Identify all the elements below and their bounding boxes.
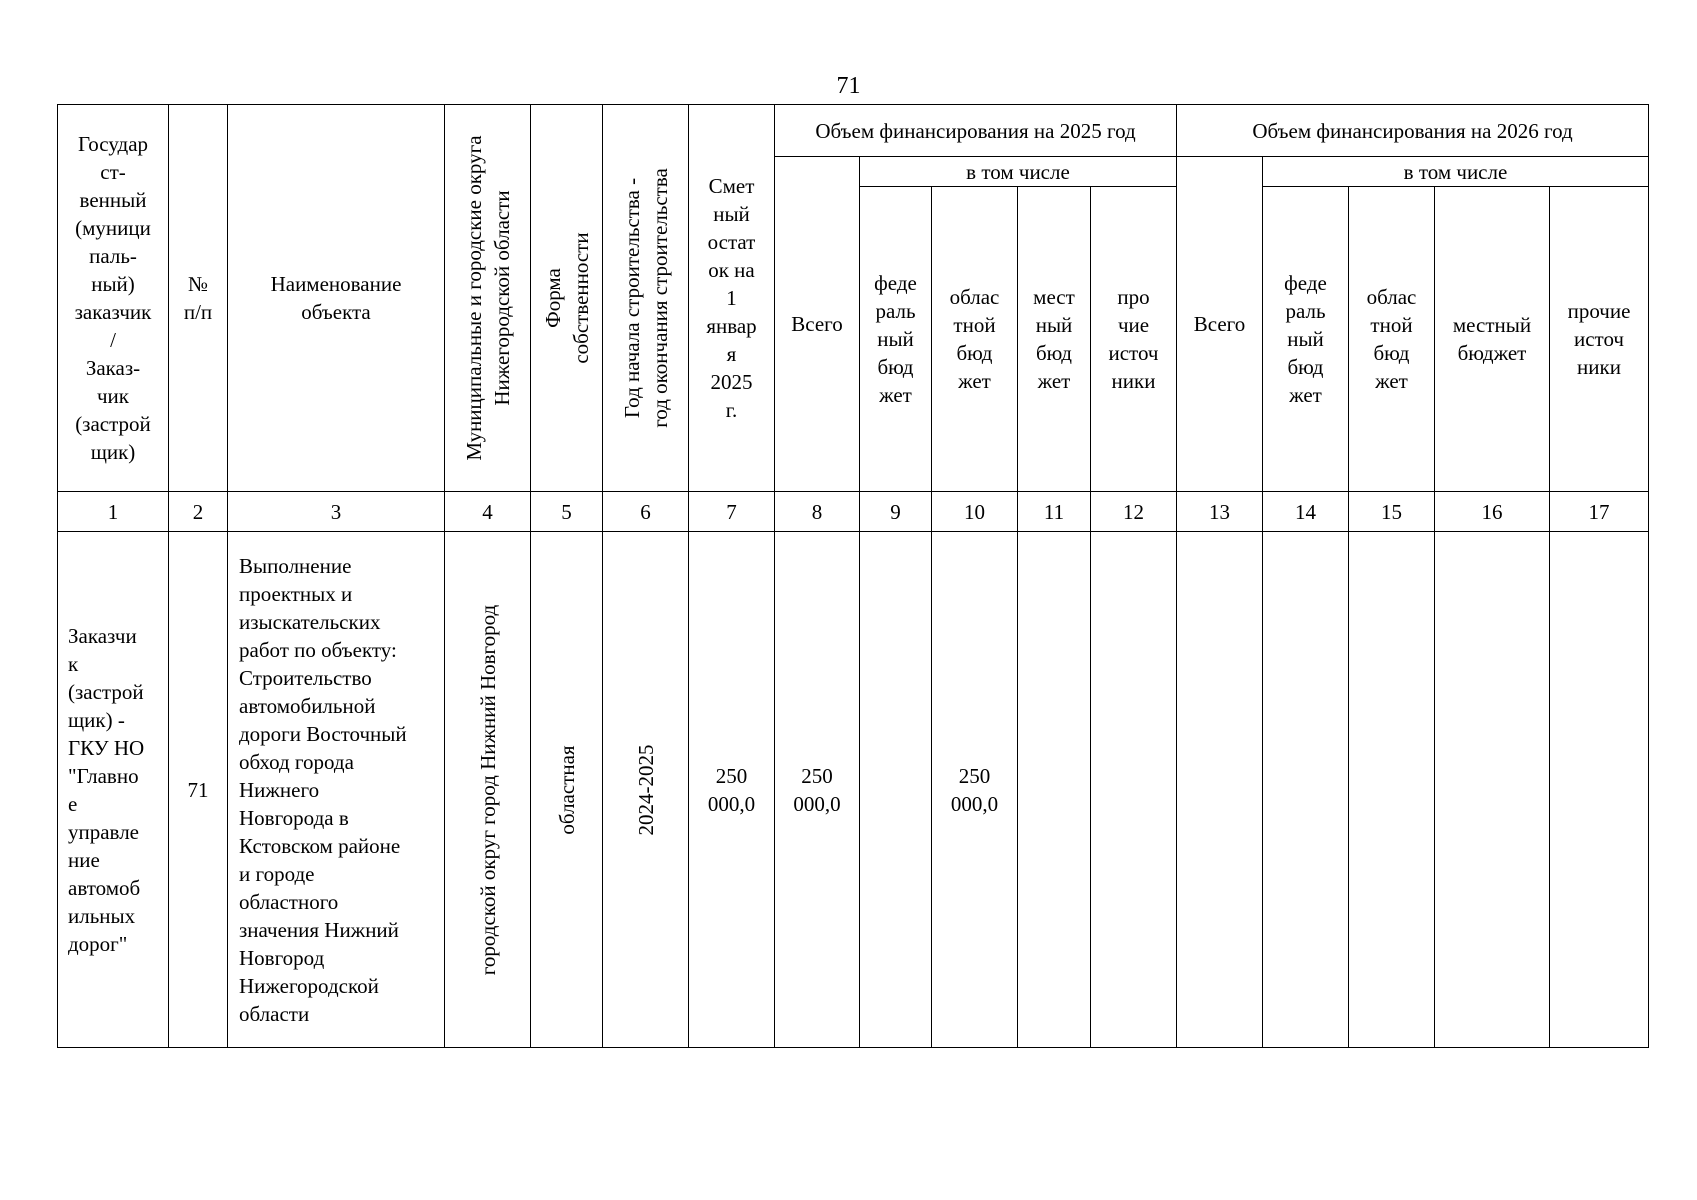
table-row — [58, 532, 1649, 1048]
text-line: год окончания строительства — [647, 168, 672, 428]
header-federal-2025 — [860, 187, 932, 492]
text-line: ный) — [91, 272, 135, 296]
text-line: местный — [1452, 313, 1532, 337]
text-line: (застрой — [75, 412, 151, 436]
text-line: мест — [1033, 285, 1075, 309]
text-line: № — [187, 272, 209, 296]
text-line: щик) — [90, 440, 136, 464]
header-object-name — [228, 105, 445, 492]
row-other-2025 — [1091, 532, 1177, 1048]
row-federal-2025 — [860, 532, 932, 1048]
text-line: "Главно — [68, 763, 139, 788]
text-line: управле — [68, 819, 139, 844]
text-line: дороги Восточный — [239, 721, 407, 746]
row-federal-2026 — [1263, 532, 1349, 1048]
text-line: источ — [1108, 341, 1159, 365]
text-line: 250 — [715, 763, 748, 788]
header-other-2026 — [1550, 187, 1649, 492]
text-line: Заказ- — [85, 356, 141, 380]
text-line: ок на — [708, 258, 755, 282]
text-line: 000,0 — [950, 791, 999, 816]
text-line: автомоб — [68, 875, 141, 900]
column-number: 15 — [1349, 492, 1435, 532]
header-federal-2026 — [1263, 187, 1349, 492]
text-line: п/п — [183, 300, 213, 324]
text-line: бюджет — [1457, 341, 1527, 365]
text-line: (застрой — [68, 679, 144, 704]
row-total-2025 — [775, 532, 860, 1048]
text-line: собственности — [568, 232, 593, 364]
header-ownership — [531, 105, 603, 492]
column-number-row — [58, 492, 1649, 532]
text-line: про — [1117, 285, 1150, 309]
header-regional-2025 — [932, 187, 1018, 492]
text-line: значения Нижний — [239, 917, 399, 942]
column-number: 4 — [445, 492, 531, 532]
text-line: раль — [1285, 299, 1326, 323]
text-line: паль- — [89, 244, 137, 268]
text-line: работ по объекту: — [239, 637, 397, 662]
row-estimate-remainder — [689, 532, 775, 1048]
text-line: чик — [96, 384, 129, 408]
header-local-2025 — [1018, 187, 1091, 492]
header-total-2025: Всего — [775, 157, 860, 492]
text-line: бюд — [877, 355, 914, 379]
text-line: Кстовском районе — [239, 833, 401, 858]
text-line: Наименование — [270, 272, 402, 296]
text-line: ние — [68, 847, 100, 872]
text-line: бюд — [956, 341, 993, 365]
column-number: 9 — [860, 492, 932, 532]
text-line: щик) - — [68, 707, 125, 732]
text-line: феде — [1284, 271, 1327, 295]
text-line: 000,0 — [707, 791, 756, 816]
column-number: 7 — [689, 492, 775, 532]
row-object-name — [228, 532, 445, 1048]
row-number: 71 — [169, 532, 228, 1048]
text-line: обход города — [239, 749, 354, 774]
text-line: 1 — [726, 286, 737, 310]
column-number: 3 — [228, 492, 445, 532]
column-number: 16 — [1435, 492, 1550, 532]
financing-table — [57, 104, 1649, 1048]
text-line: жет — [879, 383, 912, 407]
text-line: Форма — [540, 268, 565, 328]
row-other-2026 — [1550, 532, 1649, 1048]
column-number: 10 — [932, 492, 1018, 532]
header-funding-2025: Объем финансирования на 2025 год — [775, 105, 1177, 157]
text-line: к — [68, 651, 79, 676]
row-local-2025 — [1018, 532, 1091, 1048]
text-line: Новгорода в — [239, 805, 349, 830]
text-line: январ — [706, 314, 757, 338]
text-line: ный — [713, 202, 750, 226]
row-total-2026 — [1177, 532, 1263, 1048]
header-estimate-remainder — [689, 105, 775, 492]
column-number: 14 — [1263, 492, 1349, 532]
row-municipality: городской округ город Нижний Новгород — [445, 532, 531, 1048]
text-line: Смет — [708, 174, 755, 198]
text-line: остат — [707, 230, 756, 254]
text-line: тной — [1370, 313, 1413, 337]
text-line: венный — [79, 188, 147, 212]
header-including-2025: в том числе — [860, 157, 1177, 187]
text-line: Год начала строительства - — [619, 177, 644, 419]
text-line: изыскательских — [239, 609, 381, 634]
text-line: облас — [1366, 285, 1417, 309]
text-line: 2025 — [710, 370, 753, 394]
text-line: ники — [1111, 369, 1156, 393]
column-number: 6 — [603, 492, 689, 532]
text-line: прочие — [1567, 299, 1631, 323]
header-construction-years — [603, 105, 689, 492]
text-line: феде — [874, 271, 917, 295]
text-line: заказчик — [74, 300, 152, 324]
text-line: жет — [1375, 369, 1408, 393]
text-line: бюд — [1036, 341, 1072, 365]
header-local-2026 — [1435, 187, 1550, 492]
text-line: Муниципальные и городские округа — [461, 135, 486, 461]
text-line: Нижегородской области — [489, 190, 514, 406]
row-ownership: областная — [531, 532, 603, 1048]
text-line: жет — [958, 369, 991, 393]
text-line: е — [68, 791, 78, 816]
column-number: 12 — [1091, 492, 1177, 532]
text-line: бюд — [1373, 341, 1410, 365]
column-number: 17 — [1550, 492, 1649, 532]
text-line: областного — [239, 889, 339, 914]
row-customer — [58, 532, 169, 1048]
text-line: проектных и — [239, 581, 353, 606]
text-line: Выполнение — [239, 553, 352, 578]
text-line: 250 — [801, 763, 833, 788]
text-line: 250 — [958, 763, 991, 788]
text-line: ный — [877, 327, 914, 351]
text-line: бюд — [1287, 355, 1324, 379]
text-line: Нижегородской — [239, 973, 379, 998]
row-regional-2026 — [1349, 532, 1435, 1048]
column-number: 5 — [531, 492, 603, 532]
text-line: я — [726, 342, 737, 366]
text-line: Строительство — [239, 665, 372, 690]
text-line: дорог" — [68, 931, 128, 956]
header-regional-2026 — [1349, 187, 1435, 492]
text-line: источ — [1574, 327, 1624, 351]
column-number: 2 — [169, 492, 228, 532]
text-line: ГКУ НО — [68, 735, 145, 760]
column-number: 8 — [775, 492, 860, 532]
text-line: автомобильной — [239, 693, 376, 718]
text-line: области — [239, 1001, 310, 1026]
text-line: ный — [1035, 313, 1073, 337]
text-line: тной — [953, 313, 996, 337]
text-line: и городе — [239, 861, 315, 886]
header-total-2026: Всего — [1177, 157, 1263, 492]
text-line: г. — [725, 398, 738, 422]
header-including-2026: в том числе — [1263, 157, 1649, 187]
text-line: ильных — [68, 903, 136, 928]
page-number: 71 — [836, 73, 861, 99]
text-line: жет — [1289, 383, 1322, 407]
row-regional-2025 — [932, 532, 1018, 1048]
text-line: (муници — [75, 216, 151, 240]
header-number — [169, 105, 228, 492]
header-other-2025 — [1091, 187, 1177, 492]
text-line: Государ — [77, 132, 149, 156]
header-funding-2026: Объем финансирования на 2026 год — [1177, 105, 1649, 157]
row-years: 2024-2025 — [603, 532, 689, 1048]
text-line: Заказчи — [68, 623, 137, 648]
text-line: раль — [875, 299, 916, 323]
text-line: 000,0 — [793, 791, 841, 816]
text-line: Нижнего — [239, 777, 320, 802]
column-number: 11 — [1018, 492, 1091, 532]
header-municipality — [445, 105, 531, 492]
text-line: Новгород — [239, 945, 325, 970]
text-line: ники — [1577, 355, 1621, 379]
text-line: ный — [1287, 327, 1324, 351]
row-local-2026 — [1435, 532, 1550, 1048]
column-number: 1 — [58, 492, 169, 532]
header-customer — [58, 105, 169, 492]
text-line: чие — [1117, 313, 1150, 337]
text-line: / — [110, 328, 116, 352]
column-number: 13 — [1177, 492, 1263, 532]
text-line: облас — [949, 285, 1000, 309]
text-line: жет — [1037, 369, 1071, 393]
text-line: ст- — [100, 160, 126, 184]
text-line: объекта — [301, 300, 371, 324]
